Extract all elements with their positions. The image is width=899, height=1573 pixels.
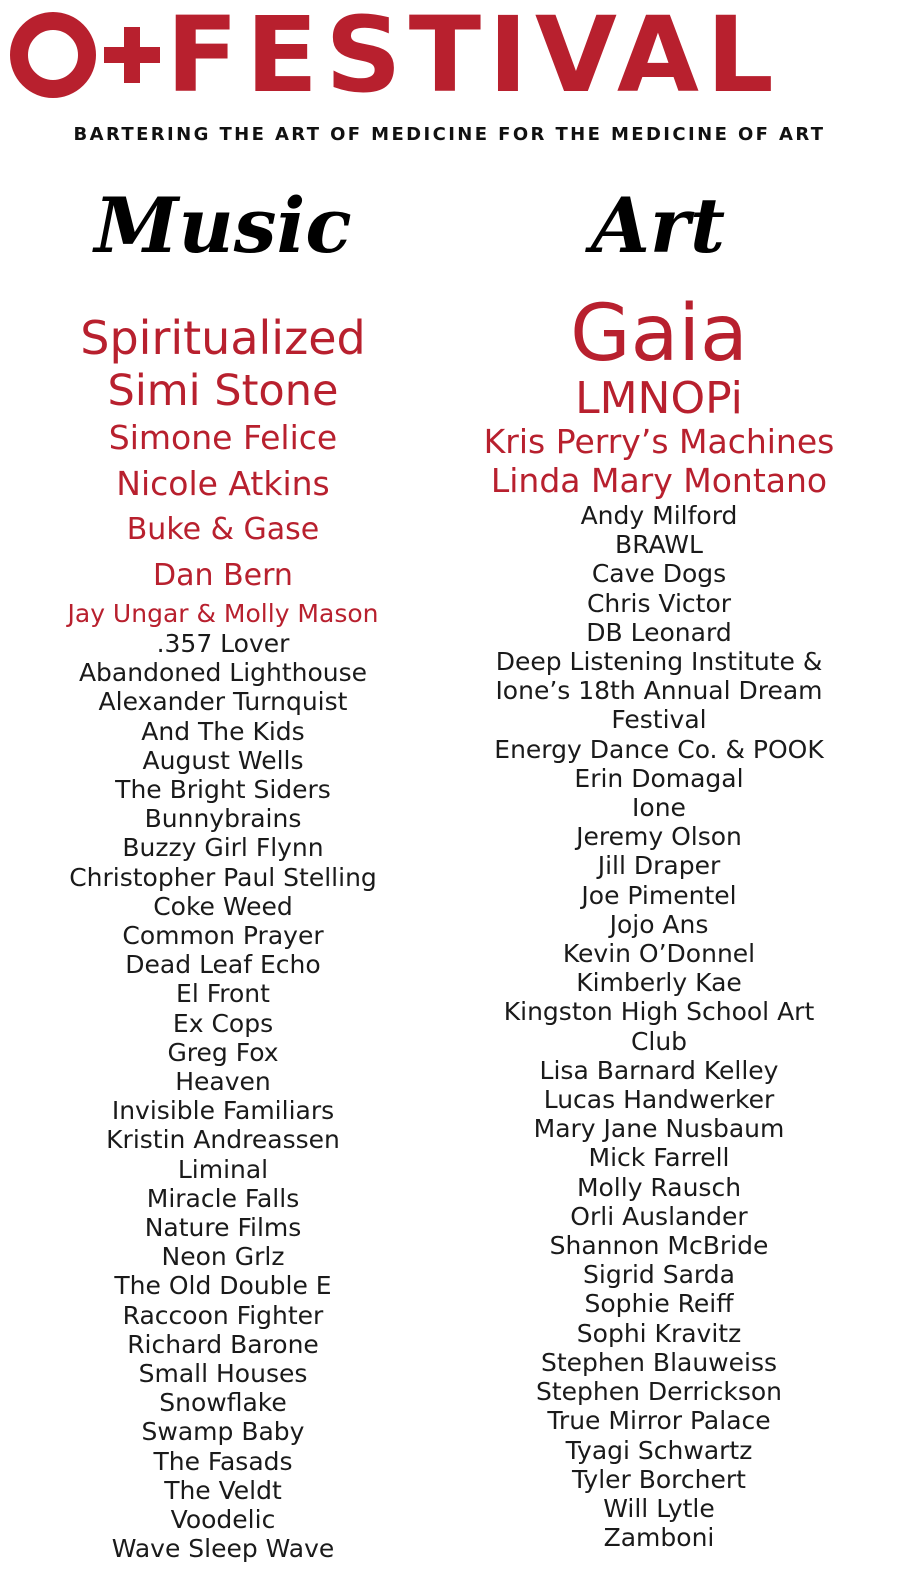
music-act: Richard Barone: [127, 1329, 319, 1359]
music-act: Alexander Turnquist: [98, 687, 348, 717]
art-headliner: Kris Perry’s Machines: [483, 422, 835, 461]
art-act: Energy Dance Co. & POOK: [494, 734, 824, 764]
art-headliner: Linda Mary Montano: [490, 461, 828, 500]
music-act: The Fasads: [153, 1446, 293, 1476]
music-act: The Veldt: [164, 1475, 282, 1505]
art-act: Erin Domagal: [574, 763, 744, 793]
art-act: Kingston High School Art: [503, 997, 815, 1027]
art-act: Jeremy Olson: [576, 822, 742, 852]
music-headliner: Nicole Atkins: [116, 464, 330, 503]
music-act: Snowflake: [159, 1388, 287, 1418]
music-act: Nature Films: [144, 1213, 302, 1243]
festival-tagline: BARTERING THE ART OF MEDICINE FOR THE MEDICINE OF ART: [73, 124, 826, 145]
music-act: Ex Cops: [172, 1008, 274, 1038]
art-act: Stephen Derrickson: [535, 1377, 783, 1407]
logo-o-ring: [10, 12, 96, 98]
art-act: Cave Dogs: [591, 559, 727, 589]
music-acts-list: [0, 629, 446, 1564]
music-act: Coke Weed: [153, 891, 293, 921]
art-act: Kimberly Kae: [576, 968, 742, 998]
music-headliner: Jay Ungar & Molly Mason: [67, 599, 379, 628]
art-headliner: Gaia: [570, 289, 748, 379]
art-act: Will Lytle: [603, 1493, 715, 1523]
art-act: BRAWL: [615, 530, 703, 560]
art-act: Stephen Blauweiss: [540, 1347, 778, 1377]
music-act: The Old Double E: [114, 1271, 332, 1301]
art-act: Zamboni: [603, 1523, 715, 1553]
music-act: Neon Grlz: [161, 1242, 285, 1272]
art-act: Sophie Reiff: [584, 1289, 734, 1319]
art-act: Lisa Barnard Kelley: [539, 1055, 779, 1085]
art-act: DB Leonard: [586, 617, 732, 647]
music-act: Dead Leaf Echo: [125, 950, 321, 980]
art-act: Shannon McBride: [549, 1231, 769, 1261]
art-act: Joe Pimentel: [581, 880, 737, 910]
music-headliner: Simone Felice: [108, 418, 338, 457]
art-act: Orli Auslander: [570, 1201, 748, 1231]
music-act: And The Kids: [141, 716, 305, 746]
art-act: Mary Jane Nusbaum: [533, 1114, 785, 1144]
art-heading: Art: [590, 181, 726, 270]
art-act: Chris Victor: [586, 588, 732, 618]
art-act: Ione: [632, 793, 686, 823]
music-act: Invisible Familiars: [111, 1096, 335, 1126]
music-act: Small Houses: [138, 1359, 308, 1389]
art-acts-list: [436, 501, 882, 1552]
music-act: August Wells: [142, 745, 304, 775]
art-act: Jojo Ans: [609, 909, 709, 939]
music-heading: Music: [94, 181, 352, 270]
art-act: Festival: [611, 705, 707, 735]
music-headliner: Dan Bern: [153, 558, 293, 593]
logo-plus-sign: [104, 12, 160, 98]
music-lineup: [0, 309, 446, 1564]
music-act: Liminal: [177, 1154, 269, 1184]
art-act: Mick Farrell: [588, 1143, 730, 1173]
music-act: Heaven: [175, 1067, 271, 1097]
art-act: Jill Draper: [597, 851, 721, 881]
music-act: Kristin Andreassen: [106, 1125, 340, 1155]
art-act: Club: [630, 1026, 688, 1056]
art-act: Molly Rausch: [576, 1172, 742, 1202]
art-act: True Mirror Palace: [547, 1406, 771, 1436]
music-act: The Bright Siders: [115, 775, 331, 805]
music-act: Bunnybrains: [144, 804, 302, 834]
art-act: Tyagi Schwartz: [565, 1435, 753, 1465]
music-act: Buzzy Girl Flynn: [122, 833, 324, 863]
festival-logo: [10, 0, 890, 116]
art-act: Lucas Handwerker: [543, 1085, 775, 1115]
music-act: Raccoon Fighter: [122, 1300, 324, 1330]
art-act: Ione’s 18th Annual Dream: [495, 676, 823, 706]
art-headliner: LMNOPi: [575, 373, 743, 424]
music-act: .357 Lover: [156, 629, 290, 658]
art-act: Kevin O’Donnel: [562, 939, 756, 969]
music-act: Voodelic: [170, 1505, 276, 1535]
art-act: Deep Listening Institute &: [495, 647, 823, 677]
art-lineup: [436, 289, 882, 1553]
music-act: Greg Fox: [167, 1037, 279, 1067]
music-act: Wave Sleep Wave: [111, 1534, 335, 1564]
music-act: Swamp Baby: [141, 1417, 305, 1447]
art-act: Sophi Kravitz: [576, 1318, 742, 1348]
music-act: Common Prayer: [122, 921, 324, 951]
art-act: Sigrid Sarda: [583, 1260, 735, 1290]
logo-wordmark: FESTIVAL: [166, 0, 781, 116]
music-act: Miracle Falls: [146, 1183, 300, 1213]
music-act: El Front: [176, 979, 270, 1009]
music-headliner: Spiritualized: [80, 311, 366, 365]
music-headliner: Buke & Gase: [126, 512, 320, 547]
music-act: Abandoned Lighthouse: [78, 658, 368, 688]
music-headliner: Simi Stone: [107, 366, 339, 416]
music-act: Christopher Paul Stelling: [69, 862, 377, 892]
art-act: Tyler Borchert: [572, 1464, 746, 1494]
art-act: Andy Milford: [580, 501, 738, 530]
